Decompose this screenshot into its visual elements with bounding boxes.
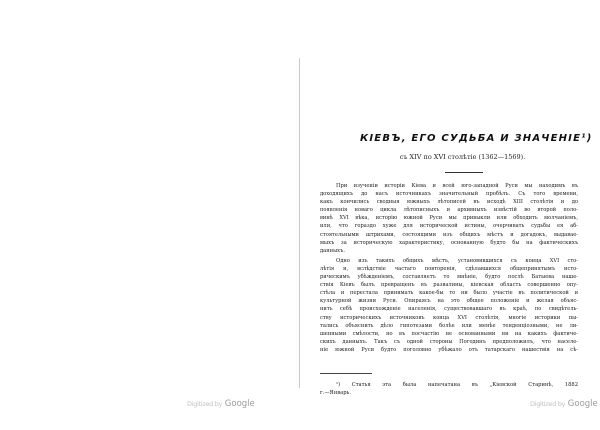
- body-line: нить себѣ происхожденіе населенія, существовавшаго въ краѣ, по свидѣтель-: [320, 306, 578, 313]
- footnote: [320, 381, 578, 397]
- footnote-line: ¹) Статья эта была напечатана въ „Кіевской Старинѣ, 1882: [336, 382, 578, 388]
- watermark-brand: Google: [567, 399, 598, 409]
- title-rule: [445, 172, 483, 173]
- google-watermark-right: [530, 399, 598, 409]
- body-line: ствія Кіевъ былъ превращенъ въ развалины, кіевская область совершенно опу-: [320, 282, 578, 289]
- body-line: скихъ данныхъ. Такъ съ одной стороны Погодинъ предположилъ, что населе-: [320, 338, 578, 345]
- body-line: стоятельными штрихами, состоящими изъ общихъ мѣстъ и догадокъ, выдавае-: [320, 231, 578, 238]
- article-title: КІЕВЪ, ЕГО СУДЬБА И ЗНАЧЕНІЕ¹): [360, 133, 593, 144]
- body-line: рическимъ убѣжденіемъ, составляетъ то мнѣніе, будто послѣ Батыева наше-: [320, 274, 578, 281]
- google-watermark-left: [187, 399, 255, 409]
- body-line: или, что гораздо хуже для исторической истины, очерчивать судьбы ея аб-: [320, 223, 578, 230]
- body-line: тались объяснить дѣло гипотезами болѣе или менѣе тенденціозными, не ли-: [320, 322, 578, 329]
- body-line: мыхъ за историческую характеристику, основанную будто бы на фактическихъ: [320, 239, 578, 246]
- body-line: лѣтія и, вслѣдствіе частаго повторенія, сдѣлавшихся общепринятымъ исто-: [320, 265, 578, 272]
- left-page: [0, 0, 299, 430]
- body-line: ству историческихъ источниковъ конца XVI столѣтія, многіе историки пы-: [320, 314, 578, 321]
- body-line: шенными смѣлости, но въ посчастію не основанными ни на какихъ фактиче-: [320, 330, 578, 337]
- body-line: доходящихъ до насъ источникахъ значительный пробѣлъ. Съ того времени,: [320, 191, 578, 198]
- watermark-prefix: Digitized by: [530, 400, 566, 408]
- right-page: [300, 0, 600, 430]
- body-line: появленія новаго цикла лѣтописныхъ и архивныхъ извѣстій во второй поло-: [320, 207, 578, 214]
- body-line: культурной жизни Руси. Опираясь на это общее положеніе и желая объяс-: [320, 298, 578, 305]
- body-line: Одно изъ такихъ общихъ мѣстъ, установившихся съ конца XVI сто-: [336, 257, 578, 264]
- article-subtitle: съ XIV по XVI столѣтіе (1362—1569).: [399, 153, 526, 161]
- body-line: винѣ XVI вѣка, исторію южной Руси мы привыкли или обходить молчаніемъ,: [320, 215, 578, 222]
- footnote-line: г.—Январь.: [320, 390, 352, 396]
- body-line: стѣла и перестала принимать какое-бы то ни было участіе въ политической и: [320, 290, 578, 297]
- body-line: данныхъ.: [320, 247, 345, 254]
- watermark-prefix: Digitized by: [187, 400, 223, 408]
- body-line: При изученіи исторіи Кіева и всей юго-западной Руси мы находимъ въ: [336, 183, 578, 189]
- body-line: ніе южной Руси будто поголовно убѣжало отъ татарскаго нашествія на сѣ-: [320, 346, 578, 353]
- watermark-brand: Google: [224, 399, 255, 409]
- footnote-rule: [320, 373, 372, 374]
- article-body: [320, 182, 578, 354]
- body-line: какъ кончились сводныя южныхъ лѣтописей въ исходѣ XIII столѣтія и до: [320, 199, 578, 206]
